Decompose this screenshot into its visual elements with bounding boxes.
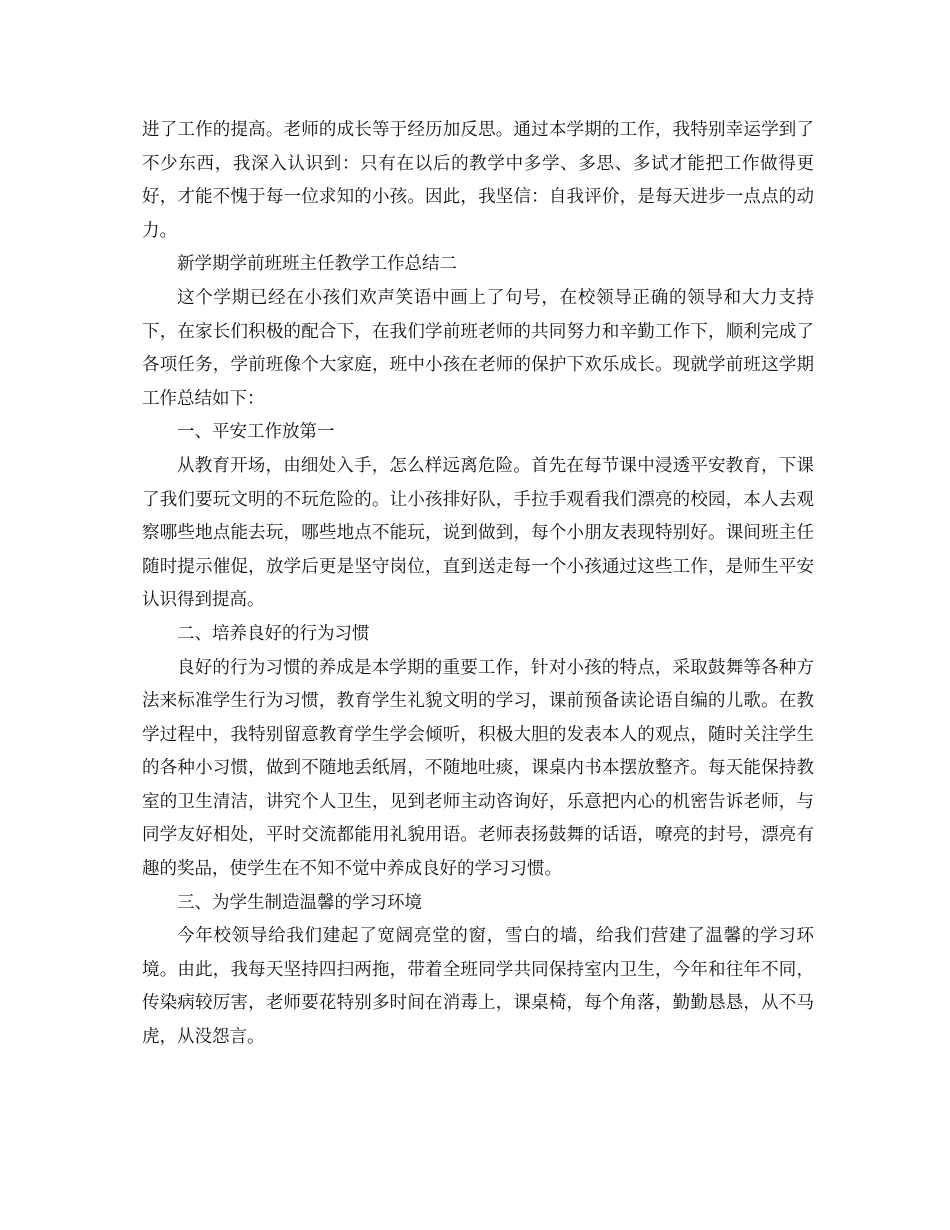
habits-paragraph: 良好的行为习惯的养成是本学期的重要工作，针对小孩的特点，采取鼓舞等各种方法来标准学生行为习惯，教育学生礼貌文明的学习，课前预备读论语自编的儿歌。在教学过程中，我特别留意教育学生学会倾听，积极大胆的发表本人的观点，随时关注学生的各种小习惯，做到不随地丢纸屑，不随地吐痰，课桌内书本摆放整齐。每天能保持教室的卫生清洁，讲究个人卫生，见到老师主动咨询好，乐意把内心的机密告诉老师，与同学友好相处，平时交流都能用礼貌用语。老师表扬鼓舞的话语，嘹亮的封号，漂亮有趣的奖品，使学生在不知不觉中养成良好的学习习惯。 [142,657,814,880]
environment-paragraph: 今年校领导给我们建起了宽阔亮堂的窗，雪白的墙，给我们营建了温馨的学习环境。由此，我每天坚持四扫两拖，带着全班同学共同保持室内卫生，今年和往年不同，传染病较厉害，老师要花特别多时间在消毒上，课桌椅，每个角落，勤勤恳恳，从不马虎，从没怨言。 [142,926,814,1048]
section-heading-habits: 二、培养良好的行为习惯 [177,623,370,644]
continuation-paragraph: 进了工作的提高。老师的成长等于经历加反思。通过本学期的工作，我特别幸运学到了不少东西，我深入认识到：只有在以后的教学中多学、多思、多试才能把工作做得更好，才能不愧于每一位求知的小孩。因此，我坚信：自我评价，是每天进步一点点的动力。 [142,120,814,241]
section-title: 新学期学前班班主任教学工作总结二 [177,254,457,275]
document-body [142,114,814,1055]
section-heading-safety: 一、平安工作放第一 [177,422,335,443]
safety-paragraph: 从教育开场，由细处入手，怎么样远离危险。首先在每节课中浸透平安教育，下课了我们要玩文明的不玩危险的。让小孩排好队，手拉手观看我们漂亮的校园，本人去观察哪些地点能去玩，哪些地点不能玩，说到做到，每个小朋友表现特别好。课间班主任随时提示催促，放学后更是坚守岗位，直到送走每一个小孩通过这些工作，是师生平安认识得到提高。 [142,455,814,611]
intro-paragraph: 这个学期已经在小孩们欢声笑语中画上了句号，在校领导正确的领导和大力支持下，在家长们积极的配合下，在我们学前班老师的共同努力和辛勤工作下，顺利完成了各项任务，学前班像个大家庭，班中小孩在老师的保护下欢乐成长。现就学前班这学期工作总结如下： [142,287,814,409]
section-heading-environment: 三、为学生制造温馨的学习环境 [177,892,422,913]
